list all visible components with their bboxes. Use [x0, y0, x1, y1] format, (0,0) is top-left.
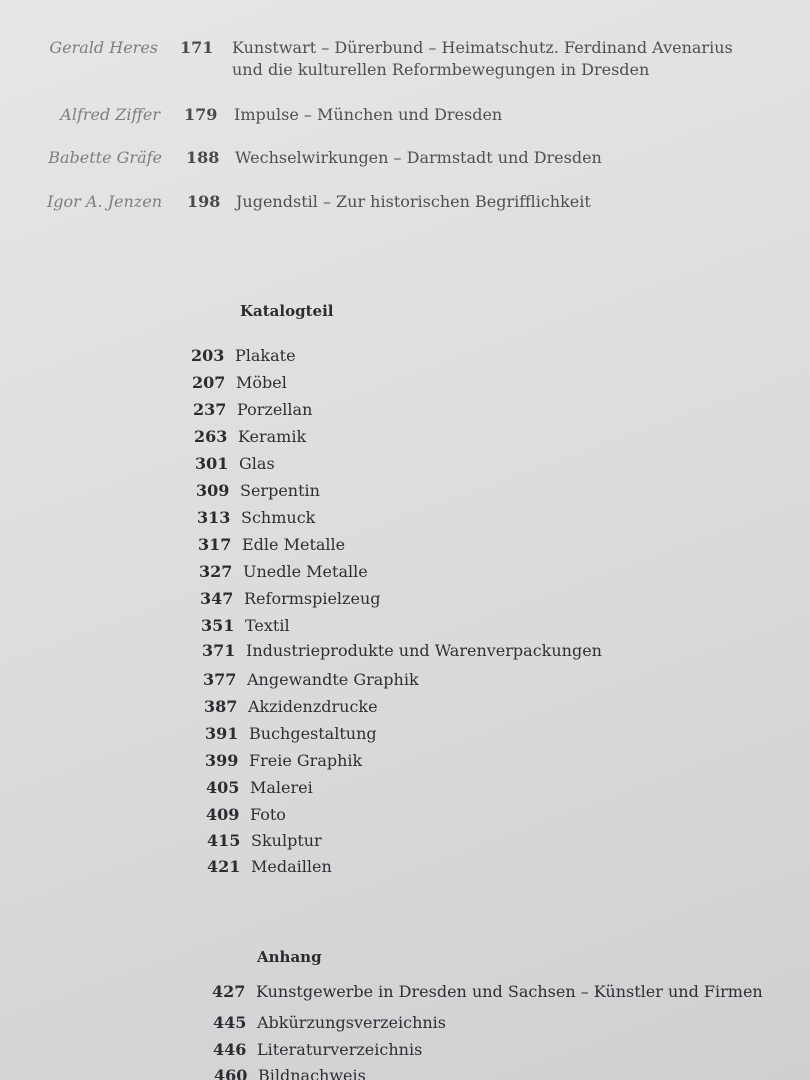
essay-title	[234, 104, 764, 126]
item-label: Plakate	[235, 346, 296, 365]
item-label: Angewandte Graphik	[247, 670, 419, 689]
item-page-number: 347	[200, 589, 234, 608]
item-page-number: 446	[213, 1040, 247, 1059]
essay-page-number: 179	[184, 105, 218, 124]
item-page-number: 327	[199, 562, 233, 581]
essay-title	[232, 37, 762, 81]
essay-title-line: Wechselwirkungen – Darmstadt und Dresden	[235, 148, 602, 167]
list-item	[198, 535, 345, 555]
essay-title-line: Kunstwart – Dürerbund – Heimatschutz. Ferdinand Avenarius	[232, 38, 733, 57]
item-page-number: 387	[204, 697, 238, 716]
section-heading-katalogteil: Katalogteil	[240, 302, 334, 320]
item-page-number: 405	[206, 778, 240, 797]
item-label: Schmuck	[241, 508, 316, 527]
list-item	[196, 481, 320, 501]
item-page-number: 351	[201, 616, 235, 635]
essay-entry	[0, 37, 810, 83]
list-item	[201, 616, 290, 636]
essay-author: Alfred Ziffer	[60, 105, 160, 124]
item-page-number: 301	[195, 454, 229, 473]
item-page-number: 313	[197, 508, 231, 527]
item-label: Malerei	[250, 778, 313, 797]
item-label: Buchgestaltung	[249, 724, 377, 743]
item-label: Medaillen	[251, 857, 332, 876]
list-item	[214, 1066, 366, 1080]
item-label: Freie Graphik	[249, 751, 363, 770]
essay-title-line: Jugendstil – Zur historischen Begrifflichkeit	[236, 192, 591, 211]
list-item	[203, 670, 419, 690]
essay-author: Babette Gräfe	[48, 148, 162, 167]
item-page-number: 445	[213, 1013, 247, 1032]
item-page-number: 415	[207, 831, 241, 850]
list-item	[212, 982, 763, 1002]
item-page-number: 309	[196, 481, 230, 500]
list-item	[207, 831, 322, 851]
section-heading-anhang: Anhang	[257, 948, 322, 966]
item-label: Industrieprodukte und Warenverpackungen	[246, 641, 602, 660]
essay-author: Gerald Heres	[49, 38, 158, 57]
item-page-number: 460	[214, 1066, 248, 1080]
essay-page-number: 171	[180, 38, 214, 57]
item-page-number: 427	[212, 982, 246, 1001]
essay-title-line: Impulse – München und Dresden	[234, 105, 503, 124]
list-item	[205, 751, 362, 771]
list-item	[206, 778, 313, 798]
essay-page-number: 198	[187, 192, 221, 211]
item-label: Edle Metalle	[242, 535, 346, 554]
list-item	[205, 724, 377, 744]
list-item	[200, 589, 381, 609]
essay-entry	[0, 147, 810, 171]
item-page-number: 317	[198, 535, 232, 554]
list-item	[193, 400, 312, 420]
item-page-number: 371	[202, 641, 236, 660]
essay-entry	[0, 191, 810, 215]
item-page-number: 421	[207, 857, 241, 876]
item-page-number: 203	[191, 346, 225, 365]
item-label: Foto	[250, 805, 286, 824]
list-item	[199, 562, 368, 582]
list-item	[197, 508, 315, 528]
list-item	[192, 373, 287, 393]
item-page-number: 263	[194, 427, 228, 446]
list-item	[213, 1013, 446, 1033]
item-label: Reformspielzeug	[244, 589, 381, 608]
item-page-number: 377	[203, 670, 237, 689]
list-item	[213, 1040, 422, 1060]
list-item	[191, 346, 296, 366]
list-item	[204, 697, 378, 717]
list-item	[206, 805, 286, 825]
list-item	[194, 427, 306, 447]
item-label: Porzellan	[237, 400, 313, 419]
item-label: Skulptur	[251, 831, 322, 850]
list-item	[202, 641, 602, 661]
item-label: Literaturverzeichnis	[257, 1040, 423, 1059]
essay-title	[235, 147, 765, 169]
item-label: Bildnachweis	[258, 1066, 366, 1080]
item-page-number: 207	[192, 373, 226, 392]
item-label: Serpentin	[240, 481, 320, 500]
item-label: Akzidenzdrucke	[248, 697, 378, 716]
item-label: Abkürzungsverzeichnis	[257, 1013, 447, 1032]
item-page-number: 409	[206, 805, 240, 824]
essay-page-number: 188	[186, 148, 220, 167]
item-label: Unedle Metalle	[243, 562, 368, 581]
item-page-number: 399	[205, 751, 239, 770]
item-page-number: 237	[193, 400, 227, 419]
list-item	[207, 857, 332, 877]
essay-author: Igor A. Jenzen	[46, 192, 162, 211]
item-label: Kunstgewerbe in Dresden und Sachsen – Künstler und Firmen	[256, 982, 763, 1001]
list-item	[195, 454, 275, 474]
item-page-number: 391	[205, 724, 239, 743]
item-label: Keramik	[238, 427, 307, 446]
essay-entry	[0, 104, 810, 128]
item-label: Glas	[239, 454, 275, 473]
essay-title	[236, 191, 766, 213]
item-label: Möbel	[236, 373, 287, 392]
item-label: Textil	[245, 616, 290, 635]
essay-title-line: und die kulturellen Reformbewegungen in Dresden	[232, 60, 650, 79]
